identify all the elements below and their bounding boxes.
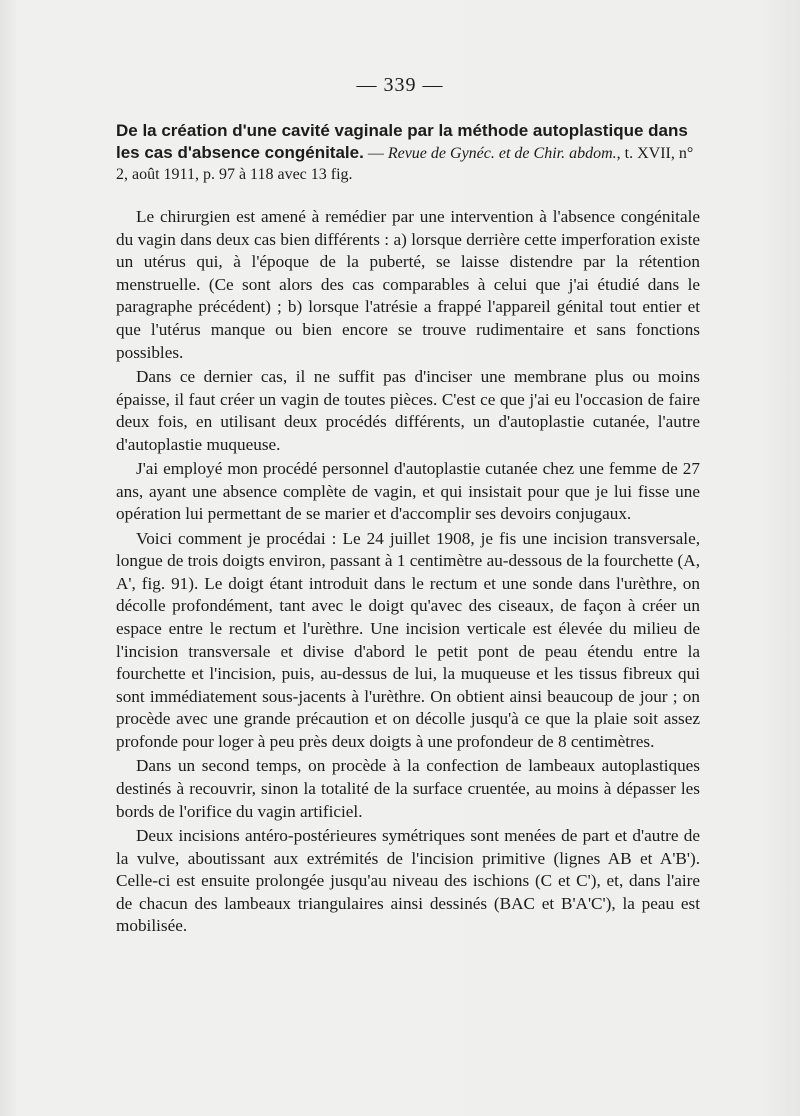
paragraph: J'ai employé mon procédé personnel d'autoplastie cutanée chez une femme de 27 ans, ayant une absence complète de vagin, et qui insistait pour que je lui fisse une opération lui permettant de se marier et d'accomplir ses devoirs conjugaux.	[116, 459, 700, 524]
article-title: De la création d'une cavité vaginale par la méthode autoplastique dans les cas d'absence congénitale.	[116, 121, 688, 162]
page-number: — 339 —	[356, 74, 444, 96]
paragraph: Deux incisions antéro-postérieures symétriques sont menées de part et d'autre de la vulve, aboutissant aux extrémités de l'incision primitive (lignes AB et A'B'). Celle-ci est ensuite prolongée jusqu'au niveau des ischions (C et C'), et, dans l'aire de chacun des lambeaux triangulaires ainsi dessinés (BAC et B'A'C'), la peau est mobilisée.	[116, 826, 700, 936]
paragraph: Voici comment je procédai : Le 24 juillet 1908, je fis une incision transversale, longue de trois doigts environ, passant à 1 centimètre au-dessous de la fourchette (A, A', fig. 91). Le doigt étant introduit dans le rectum et une sonde dans l'urèthre, on décolle profondément, tant avec le doigt qu'avec des ciseaux, de façon à créer un espace entre le rectum et l'urèthre. Une incision verticale est élevée du milieu de l'incision transversale et divise d'abord le petit pont de peau étendu entre la fourchette et l'incision, puis, au-dessus de lui, la muqueuse et les tissus fibreux qui sont immédiatement sous-jacents à l'urèthre. On obtient ainsi beaucoup de jour ; on procède avec une grande précaution et on décolle jusqu'à ce que la plaie soit assez profonde pour loger à peu près deux doigts à une profondeur de 8 centimètres.	[116, 528, 700, 752]
citation-dash: —	[363, 145, 388, 162]
paragraph: Dans ce dernier cas, il ne suffit pas d'inciser une membrane plus ou moins épaisse, il faut créer un vagin de toutes pièces. C'est ce que j'ai eu l'occasion de faire deux fois, en utilisant deux procédés différents, un d'autoplastie cutanée, l'autre d'autoplastie muqueuse.	[116, 366, 700, 454]
paragraph: Le chirurgien est amené à remédier par une intervention à l'absence congénitale du vagin dans deux cas bien différents : a) lorsque derrière cette imperforation existe un utérus qui, à l'époque de la puberté, se laisse distendre par la rétention menstruelle. (Ce sont alors des cas comparables à celui que j'ai étudié dans le paragraphe précédent) ; b) lorsque l'atrésie a frappé l'appareil génital tout entier et que l'utérus manque ou bien encore se trouve rudimentaire et sans fonctions possibles.	[116, 207, 700, 362]
article-body	[116, 206, 700, 940]
paragraph: Dans un second temps, on procède à la confection de lambeaux autoplastiques destinés à recouvrir, sinon la totalité de la surface cruentée, au moins à dépasser les bords de l'orifice du vagin artificiel.	[116, 756, 700, 821]
journal-name: Revue de Gynéc. et de Chir. abdom.	[387, 145, 617, 162]
article-heading	[116, 120, 700, 185]
citation-details: , t. XVII, n° 2, août 1911, p. 97 à 118 avec 13 fig.	[116, 145, 694, 183]
